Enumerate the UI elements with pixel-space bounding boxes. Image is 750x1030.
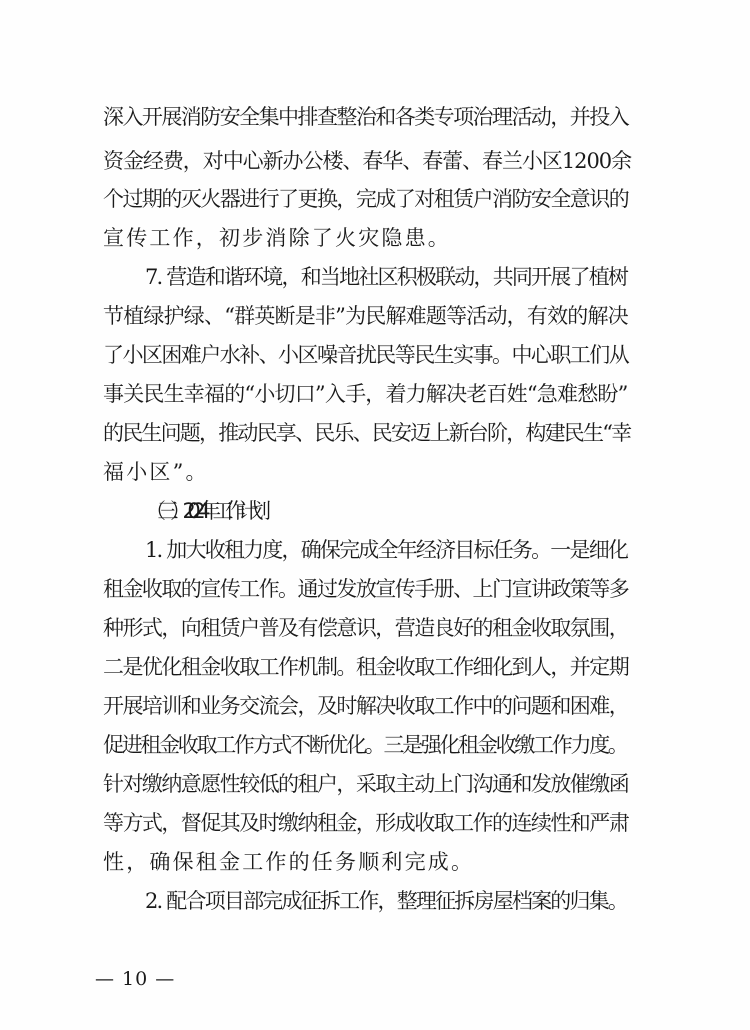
body-line: 二是优化租金收取工作机制。租金收取工作细化到人，并定期	[103, 655, 629, 679]
body-line: 的民生问题，推动民享、民乐、民安迈上新台阶，构建民生“幸	[103, 421, 631, 445]
body-line: 资金经费，对中心新办公楼、春华、春蕾、春兰小区1200余	[103, 149, 632, 173]
body-line: 宣传工作，初步消除了火灾隐患。	[103, 226, 451, 250]
body-line: 事关民生幸福的“小切口”入手，着力解决老百姓“急难愁盼”	[103, 382, 628, 406]
body-line: 种形式，向租赁户普及有偿意识，营造良好的租金收取氛围，	[103, 616, 629, 640]
body-line: 节植绿护绿、“群英断是非”为民解难题等活动，有效的解决	[103, 304, 628, 328]
body-line: 深入开展消防安全集中排查整治和各类专项治理活动，并投入	[103, 105, 629, 129]
body-line: 2. 配合项目部完成征拆工作，整理征拆房屋档案的归集。	[145, 889, 628, 913]
body-line: 针对缴纳意愿性较低的租户，采取主动上门沟通和发放催缴函	[103, 772, 629, 796]
body-line: 开展培训和业务交流会，及时解决收取工作中的问题和困难，	[103, 694, 629, 718]
section-heading: （三）2024 年工作计划	[145, 499, 263, 523]
body-line: 1. 加大收租力度，确保完成全年经济目标任务。一是细化	[145, 538, 628, 562]
body-line: 促进租金收取工作方式不断优化。三是强化租金收缴工作力度。	[103, 733, 627, 757]
body-line: 了小区困难户水补、小区噪音扰民等民生实事。中心职工们从	[103, 343, 629, 367]
body-line: 性，确保租金工作的任务顺利完成。	[103, 850, 475, 874]
body-line: 7. 营造和谐环境，和当地社区积极联动，共同开展了植树	[145, 265, 628, 289]
body-line: 福小区”。	[103, 460, 209, 484]
body-line: 租金收取的宣传工作。通过发放宣传手册、上门宣讲政策等多	[103, 577, 629, 601]
body-line: 个过期的灭火器进行了更换，完成了对租赁户消防安全意识的	[103, 187, 629, 211]
body-line: 等方式，督促其及时缴纳租金，形成收取工作的连续性和严肃	[103, 811, 629, 835]
page-number: — 10 —	[95, 968, 176, 990]
